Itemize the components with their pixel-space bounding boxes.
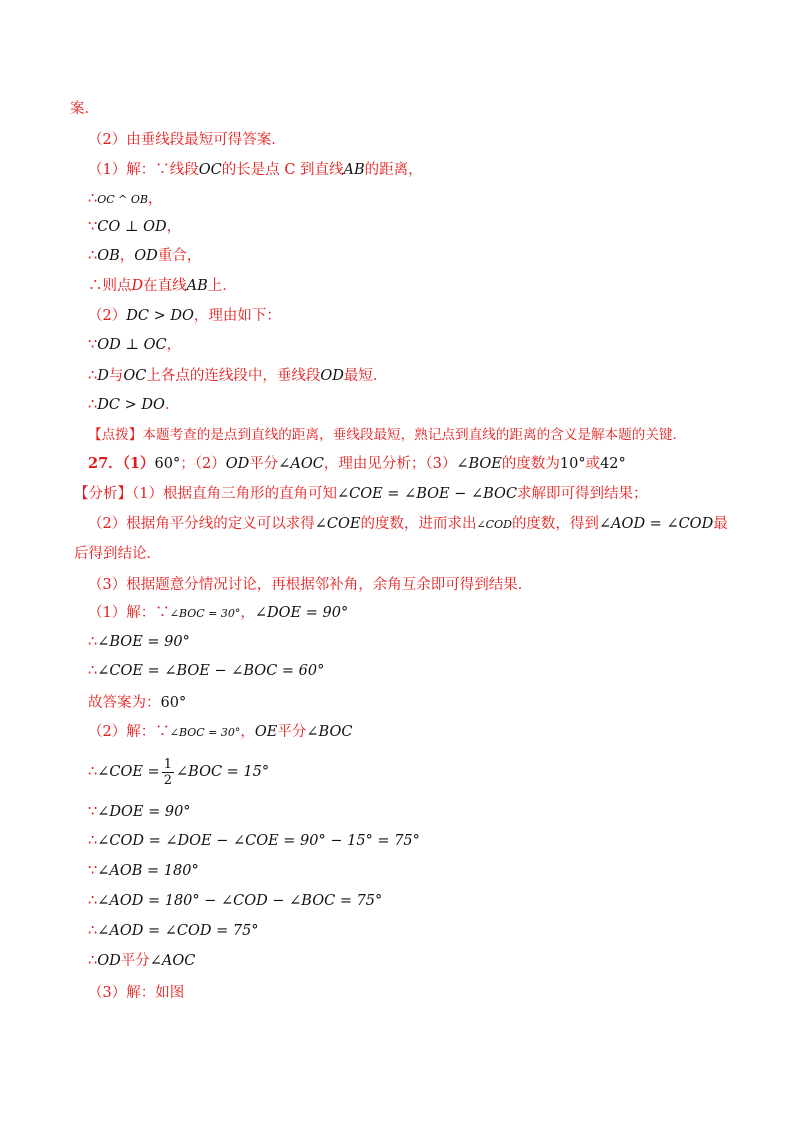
math-expression: ∠BOC [306,724,353,740]
text-line [0,892,800,910]
text-line [0,247,800,265]
text-fragment: ， [147,191,163,207]
math-expression: OD [225,456,250,472]
text-line [0,515,800,534]
math-expression: ∠DOE = 90° [97,804,191,820]
text-fragment: ，理由见分析；（3） [323,456,457,472]
note-text: 【点拨】本题考查的是点到直线的距离，垂线段最短，熟记点到直线的距离的含义是解本题的关键． [88,427,687,443]
math-expression: D [131,278,144,294]
math-expression: DC > DO [126,308,194,324]
text-fragment: ∴ [88,953,98,969]
text-fragment: ∵ [88,804,98,820]
math-expression: ∠AOD = ∠COD = 75° [97,923,259,939]
text-fragment: （2）由垂线段最短可得答案． [88,132,286,148]
text-fragment: ，理由如下： [193,308,281,324]
text-fragment: 最短． [343,368,388,384]
text-line [0,426,800,444]
text-line [0,723,800,742]
math-expression: ∠AOB = 180° [97,863,199,879]
math-expression: ∠AOD = 180° − ∠COD − ∠BOC = 75° [97,893,383,909]
math-expression: ∠AOC [149,953,196,969]
math-expression: 60° [160,695,187,711]
math-expression: OD ⊥ OC [97,337,167,353]
math-expression: ∠BOC = 30° [169,607,241,620]
text-fragment: 求解即可得到结果； [517,486,648,502]
math-expression: ∠COE [314,516,361,532]
question-number: 27．（1） [88,455,155,472]
text-line [0,277,800,295]
math-expression: OC [123,368,147,384]
math-expression: ∠DOE = 90° [254,605,349,621]
text-line [0,190,800,209]
text-line [0,633,800,651]
text-fragment: ∵ [88,337,98,353]
text-fragment: ， [166,337,182,353]
text-fragment: （1）解：∵ [88,605,170,621]
text-fragment: 后得到结论． [74,546,161,562]
fraction-numerator: 1 [163,756,172,772]
text-fragment: 的度数，得到 [511,516,599,532]
math-expression: OE [254,724,278,740]
math-expression: ∠BOC = 15° [176,764,270,780]
text-fragment: 案． [70,101,99,117]
text-line [0,485,800,503]
text-fragment: 上各点的连线段中，垂线段 [146,368,321,384]
text-fragment: ． [164,397,180,413]
math-expression: ∠COE = ∠BOE − ∠BOC = 60° [97,663,325,679]
text-fragment: 在直线 [143,278,187,294]
text-line [0,336,800,354]
math-expression: ∠BOE [456,456,502,472]
text-fragment: ∴ [88,833,98,849]
math-expression: OD [134,248,158,264]
text-fragment: 与 [108,368,124,384]
text-fragment: ；（2） [180,456,226,472]
text-fragment: ∴则点 [88,278,132,294]
text-fragment: ， [166,219,182,235]
text-fragment: ， [240,724,255,740]
text-line [0,604,800,623]
math-expression: ∠BOE = 90° [97,634,190,650]
text-fragment: （3）解：如图 [88,985,185,1001]
math-expression: OD [97,953,121,969]
math-expression: ∠BOC = 30° [169,726,241,739]
text-fragment: （2）解：∵ [88,724,170,740]
text-fragment: ∴ [88,634,98,650]
math-expression: D [97,368,109,384]
text-line [0,455,800,473]
text-fragment: 平分 [120,953,150,969]
text-fragment: 【分析】（1）根据直角三角形的直角可知 [74,486,337,502]
text-fragment: ∴ [88,663,98,679]
text-fragment: 平分 [277,724,307,740]
text-line [0,803,800,821]
text-fragment: ∴ [88,397,98,413]
math-expression: OC ^ OB [97,193,148,206]
text-line [0,367,800,385]
math-expression: OB [97,248,120,264]
math-expression: OD [320,368,344,384]
text-fragment: ∴ [88,368,98,384]
math-expression: AB [343,162,365,178]
math-expression: 60° [154,456,181,472]
math-expression: 10° [559,456,586,472]
text-fragment: （2） [88,308,127,324]
math-expression: ∠COD [476,518,512,531]
text-line [0,100,800,118]
text-line [0,161,800,179]
math-expression: ∠AOC [278,456,324,472]
text-fragment: ∴ [88,893,98,909]
text-fragment: 最 [713,516,728,532]
text-fragment: ∴ [88,248,98,264]
text-fragment: （1）解：∵线段 [88,162,199,178]
text-line [0,545,800,563]
text-line [0,576,800,594]
math-expression: ∠AOD = ∠COD [598,516,714,532]
math-expression: ∠COE = [97,764,160,780]
text-line [0,832,800,850]
text-fragment: ， [119,248,135,264]
math-expression: OC [198,162,222,178]
text-line [0,922,800,940]
text-fragment: 的度数，进而求出 [360,516,477,532]
text-fragment: 或 [585,456,601,472]
text-line [0,662,800,680]
text-fragment: 上． [207,278,237,294]
text-fragment: 故答案为： [88,695,161,711]
text-fragment: ∴ [88,923,98,939]
fraction [162,757,174,788]
text-fragment: 的度数为 [501,456,560,472]
text-fragment: ∵ [88,219,98,235]
text-fragment: ∵ [88,863,98,879]
math-expression: AB [186,278,208,294]
text-fragment: 的长是点 C 到直线 [221,162,344,178]
text-line [0,984,800,1002]
text-fragment: 重合， [157,248,202,264]
math-expression: CO ⊥ OD [97,219,167,235]
math-expression: ∠COE = ∠BOE − ∠BOC [336,486,518,502]
text-fragment: ， [240,605,255,621]
text-line [0,131,800,149]
text-fragment: 的距离， [364,162,423,178]
text-fragment: ∴ [88,191,98,207]
math-expression: DC > DO [97,397,165,413]
text-fragment: 平分 [249,456,279,472]
text-line [0,755,800,789]
text-line [0,396,800,414]
text-fragment: ∴ [88,764,98,780]
text-line [0,218,800,236]
text-line [0,862,800,880]
text-fragment: （2）根据角平分线的定义可以求得 [88,516,315,532]
text-fragment: （3）根据题意分情况讨论，再根据邻补角，余角互余即可得到结果． [88,577,533,593]
text-line [0,952,800,970]
math-expression: ∠COD = ∠DOE − ∠COE = 90° − 15° = 75° [97,833,420,849]
math-expression: 42° [600,456,626,472]
text-line [0,694,800,712]
fraction-denominator: 2 [163,772,172,788]
text-line [0,307,800,325]
